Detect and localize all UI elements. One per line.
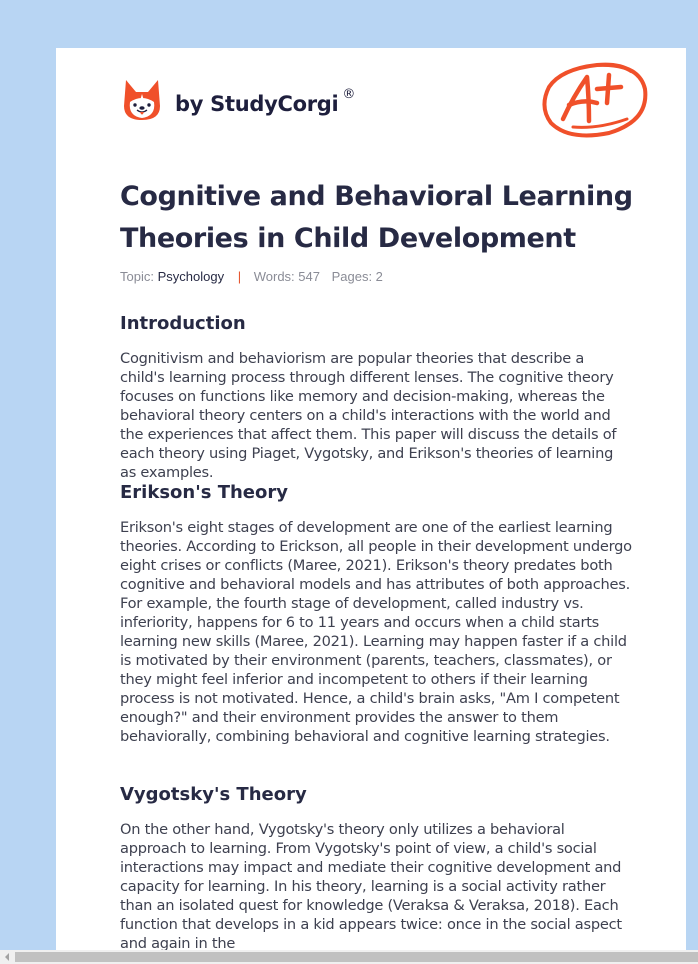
section-heading-vygotsky: Vygotsky's Theory: [120, 784, 307, 805]
scroll-left-button[interactable]: [0, 950, 14, 964]
page-count: Pages: 2: [331, 269, 383, 284]
logo-text: by StudyCorgi: [175, 92, 339, 116]
studycorgi-logo[interactable]: [122, 76, 355, 124]
document-title: Cognitive and Behavioral Learning Theories in Child Development: [120, 181, 633, 254]
arrow-left-icon: [4, 953, 10, 961]
topic-link[interactable]: Psychology: [157, 269, 225, 284]
word-count: Words: 547: [253, 269, 320, 284]
section-heading-introduction: Introduction: [120, 313, 246, 334]
document-meta: [120, 269, 383, 284]
scrollbar-thumb[interactable]: [15, 952, 698, 962]
topic-label: Topic:: [120, 269, 154, 284]
corgi-logo-icon: [122, 78, 162, 122]
horizontal-scrollbar[interactable]: [0, 950, 698, 964]
section-paragraph-vygotsky: On the other hand, Vygotsky's theory only utilizes a behavioral approach to learning. From Vygotsky's point of view, a child's social interactions may impact and mediate their cognitive development and capacity for learning. In his theory, learning is a social activity rather than an isolated quest for knowledge (Veraksa & Veraksa, 2018). Each function that develops in a kid appears twice: once in the social aspect and again in the: [120, 821, 622, 950]
document-page: [56, 48, 686, 950]
a-plus-grade-icon: [539, 59, 649, 139]
registered-mark: ®: [342, 86, 356, 102]
section-paragraph-erikson: Erikson's eight stages of development are one of the earliest learning theories. According to Erickson, all people in their development undergo eight crises or conflicts (Maree, 2021). Erikson's theory predates both cognitive and behavioral models and has attributes of both approaches. For example, the fourth stage of development, called industry vs. inferiority, happens for 6 to 11 years and occurs when a child starts learning new skills (Maree, 2021). Learning may happen faster if a child is motivated by their environment (parents, teachers, classmates), or they might feel inferior and incompetent to others if their learning process is not motivated. Hence, a child's brain asks, "Am I competent enough?" and their environment provides the answer to them behaviorally, combining behavioral and cognitive learning strategies.: [120, 519, 632, 745]
section-heading-erikson: Erikson's Theory: [120, 482, 288, 503]
section-paragraph-introduction: Cognitivism and behaviorism are popular theories that describe a child's learning process through different lenses. The cognitive theory focuses on functions like memory and decision-making, whereas the behavioral theory centers on a child's interactions with the world and the experiences that affect them. This paper will discuss the details of each theory using Piaget, Vygotsky, and Erikson's theories of learning as examples.: [120, 350, 617, 481]
meta-separator: |: [237, 269, 242, 284]
